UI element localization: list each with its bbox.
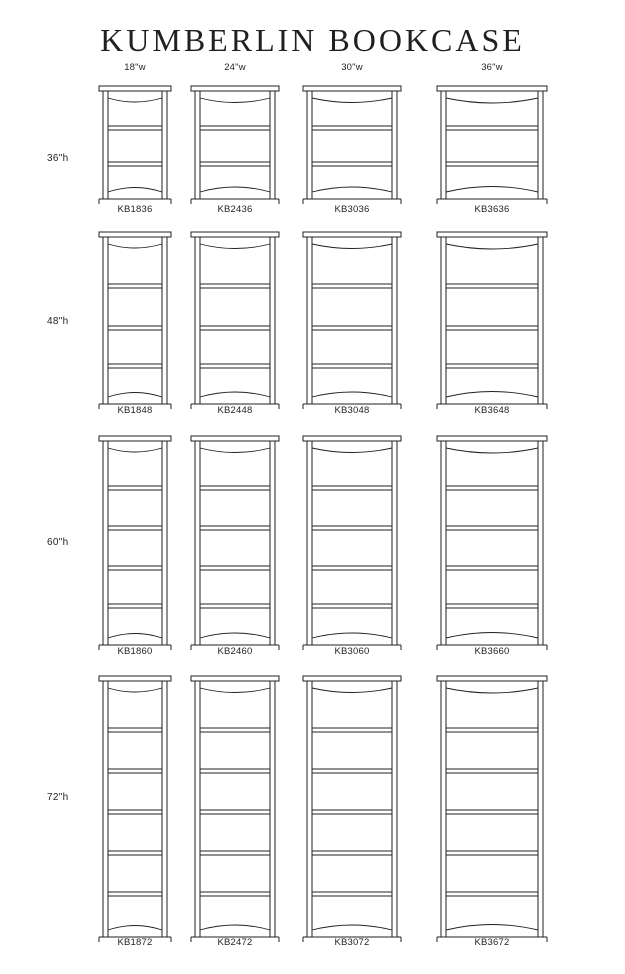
sku-label: KB3048 bbox=[334, 405, 370, 416]
bookcase-cell-KB3648[interactable] bbox=[432, 228, 552, 423]
row-label-60h: 60"h bbox=[47, 537, 69, 548]
bookcase-cell-KB2460[interactable] bbox=[185, 432, 285, 664]
bookcase-cell-KB1872[interactable] bbox=[89, 672, 181, 957]
sku-label: KB2472 bbox=[217, 937, 253, 948]
sku-label: KB2436 bbox=[217, 204, 253, 215]
bookcase-cell-KB1836[interactable] bbox=[89, 78, 181, 218]
bookcase-cell-KB2472[interactable] bbox=[185, 672, 285, 957]
bookcase-cell-KB3048[interactable] bbox=[298, 228, 406, 423]
sku-label: KB1836 bbox=[117, 204, 153, 215]
column-header-24w: 24"w bbox=[224, 62, 246, 73]
sku-label: KB3636 bbox=[474, 204, 510, 215]
column-header-30w: 30"w bbox=[341, 62, 363, 73]
sku-label: KB1872 bbox=[117, 937, 153, 948]
row-label-72h: 72"h bbox=[47, 792, 69, 803]
bookcase-cell-KB2448[interactable] bbox=[185, 228, 285, 423]
bookcase-cell-KB1848[interactable] bbox=[89, 228, 181, 423]
sku-label: KB3672 bbox=[474, 937, 510, 948]
sku-label: KB3072 bbox=[334, 937, 370, 948]
bookcase-cell-KB3672[interactable] bbox=[432, 672, 552, 957]
sku-label: KB3648 bbox=[474, 405, 510, 416]
bookcase-cell-KB2436[interactable] bbox=[185, 78, 285, 218]
bookcase-cell-KB1860[interactable] bbox=[89, 432, 181, 664]
sku-label: KB2448 bbox=[217, 405, 253, 416]
bookcase-cell-KB3036[interactable] bbox=[298, 78, 406, 218]
row-label-36h: 36"h bbox=[47, 153, 69, 164]
page-title: KUMBERLIN BOOKCASE bbox=[100, 22, 525, 58]
bookcase-cell-KB3072[interactable] bbox=[298, 672, 406, 957]
sku-label: KB2460 bbox=[217, 646, 253, 657]
row-label-48h: 48"h bbox=[47, 316, 69, 327]
sku-label: KB1860 bbox=[117, 646, 153, 657]
sku-label: KB3060 bbox=[334, 646, 370, 657]
column-header-18w: 18"w bbox=[124, 62, 146, 73]
bookcase-cell-KB3660[interactable] bbox=[432, 432, 552, 664]
sku-label: KB3036 bbox=[334, 204, 370, 215]
column-header-36w: 36"w bbox=[481, 62, 503, 73]
sku-label: KB3660 bbox=[474, 646, 510, 657]
bookcase-cell-KB3636[interactable] bbox=[432, 78, 552, 218]
sku-label: KB1848 bbox=[117, 405, 153, 416]
bookcase-cell-KB3060[interactable] bbox=[298, 432, 406, 664]
